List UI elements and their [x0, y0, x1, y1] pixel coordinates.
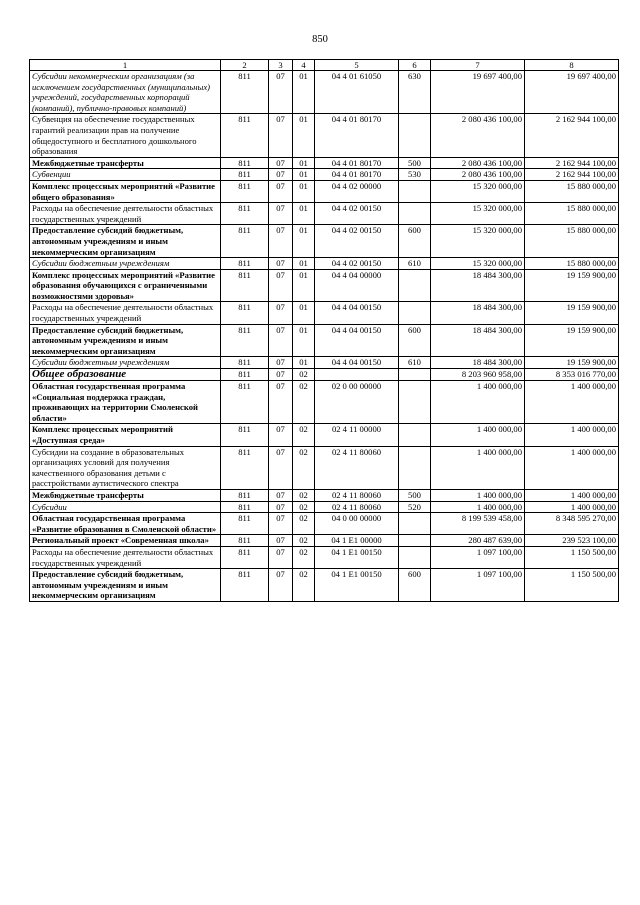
cell-subsection: 01	[293, 180, 315, 202]
cell-department: 811	[221, 513, 269, 535]
cell-department: 811	[221, 225, 269, 258]
cell-amount-year-1: 280 487 639,00	[431, 535, 525, 547]
table-row	[30, 324, 619, 357]
table-row	[30, 269, 619, 302]
cell-name: Субсидии бюджетным учреждениям	[30, 357, 221, 369]
cell-section: 07	[269, 446, 293, 489]
cell-section: 07	[269, 258, 293, 270]
cell-name: Региональный проект «Современная школа»	[30, 535, 221, 547]
cell-target-item: 04 4 02 00000	[315, 180, 399, 202]
cell-department: 811	[221, 357, 269, 369]
cell-expense-type: 500	[399, 157, 431, 169]
cell-expense-type: 600	[399, 324, 431, 357]
cell-department: 811	[221, 302, 269, 324]
col-header-4: 4	[293, 60, 315, 71]
page-number: 850	[312, 34, 328, 45]
cell-amount-year-2: 15 880 000,00	[525, 225, 619, 258]
cell-expense-type	[399, 180, 431, 202]
table-row	[30, 546, 619, 568]
cell-subsection: 02	[293, 369, 315, 381]
cell-expense-type: 530	[399, 169, 431, 181]
cell-subsection: 01	[293, 114, 315, 157]
cell-amount-year-2: 15 880 000,00	[525, 203, 619, 225]
table-row	[30, 513, 619, 535]
cell-amount-year-1: 2 080 436 100,00	[431, 157, 525, 169]
cell-subsection: 02	[293, 546, 315, 568]
cell-subsection: 01	[293, 169, 315, 181]
cell-expense-type: 600	[399, 225, 431, 258]
cell-name: Субсидии бюджетным учреждениям	[30, 258, 221, 270]
col-header-1: 1	[30, 60, 221, 71]
cell-amount-year-2: 19 159 900,00	[525, 357, 619, 369]
cell-expense-type	[399, 424, 431, 446]
cell-amount-year-2: 1 400 000,00	[525, 501, 619, 513]
cell-expense-type	[399, 369, 431, 381]
cell-amount-year-1: 8 199 539 458,00	[431, 513, 525, 535]
cell-name: Областная государственная программа «Развитие образования в Смоленской области»	[30, 513, 221, 535]
cell-amount-year-2: 19 697 400,00	[525, 71, 619, 114]
cell-amount-year-1: 15 320 000,00	[431, 203, 525, 225]
cell-section: 07	[269, 71, 293, 114]
cell-amount-year-2: 19 159 900,00	[525, 302, 619, 324]
table-row	[30, 180, 619, 202]
cell-department: 811	[221, 169, 269, 181]
cell-expense-type	[399, 546, 431, 568]
cell-department: 811	[221, 446, 269, 489]
cell-department: 811	[221, 71, 269, 114]
cell-expense-type: 630	[399, 71, 431, 114]
cell-amount-year-2: 1 150 500,00	[525, 569, 619, 602]
cell-target-item: 04 4 04 00000	[315, 269, 399, 302]
cell-name: Субсидии	[30, 501, 221, 513]
cell-expense-type	[399, 446, 431, 489]
cell-subsection: 02	[293, 535, 315, 547]
cell-name: Расходы на обеспечение деятельности областных государственных учреждений	[30, 203, 221, 225]
cell-name: Областная государственная программа «Социальная поддержка граждан, проживающих на территории Смоленской области»	[30, 381, 221, 424]
cell-subsection: 02	[293, 381, 315, 424]
cell-department: 811	[221, 114, 269, 157]
cell-amount-year-1: 15 320 000,00	[431, 258, 525, 270]
cell-amount-year-2: 2 162 944 100,00	[525, 114, 619, 157]
cell-amount-year-1: 2 080 436 100,00	[431, 114, 525, 157]
table-row	[30, 381, 619, 424]
cell-department: 811	[221, 324, 269, 357]
cell-expense-type: 500	[399, 489, 431, 501]
cell-expense-type	[399, 203, 431, 225]
cell-amount-year-2: 15 880 000,00	[525, 180, 619, 202]
cell-amount-year-2: 1 400 000,00	[525, 446, 619, 489]
cell-name: Предоставление субсидий бюджетным, автономным учреждениям и иным некоммерческим организациям	[30, 569, 221, 602]
cell-name: Субсидии на создание в образовательных организациях условий для получения качественного образования детьми с расстройствами аутистического спектра	[30, 446, 221, 489]
cell-target-item: 02 0 00 00000	[315, 381, 399, 424]
cell-target-item: 04 4 01 80170	[315, 157, 399, 169]
cell-subsection: 01	[293, 302, 315, 324]
cell-amount-year-1: 15 320 000,00	[431, 180, 525, 202]
cell-section: 07	[269, 369, 293, 381]
cell-section: 07	[269, 381, 293, 424]
cell-amount-year-2: 2 162 944 100,00	[525, 157, 619, 169]
cell-target-item: 04 4 01 80170	[315, 114, 399, 157]
cell-target-item: 04 4 02 00150	[315, 225, 399, 258]
cell-section: 07	[269, 180, 293, 202]
cell-amount-year-2: 239 523 100,00	[525, 535, 619, 547]
cell-name: Комплекс процессных мероприятий «Развитие общего образования»	[30, 180, 221, 202]
cell-expense-type: 610	[399, 258, 431, 270]
cell-expense-type	[399, 302, 431, 324]
cell-section: 07	[269, 302, 293, 324]
cell-section: 07	[269, 546, 293, 568]
cell-expense-type	[399, 535, 431, 547]
cell-department: 811	[221, 501, 269, 513]
cell-department: 811	[221, 569, 269, 602]
table-row	[30, 157, 619, 169]
cell-subsection: 01	[293, 324, 315, 357]
cell-amount-year-1: 1 400 000,00	[431, 446, 525, 489]
cell-name: Предоставление субсидий бюджетным, автономным учреждениям и иным некоммерческим организациям	[30, 324, 221, 357]
cell-target-item: 04 4 04 00150	[315, 302, 399, 324]
table-row	[30, 501, 619, 513]
cell-subsection: 01	[293, 71, 315, 114]
cell-expense-type: 600	[399, 569, 431, 602]
budget-table	[29, 59, 619, 602]
cell-name: Общее образование	[30, 369, 221, 381]
cell-amount-year-1: 1 400 000,00	[431, 424, 525, 446]
cell-subsection: 01	[293, 357, 315, 369]
table-row	[30, 535, 619, 547]
cell-amount-year-1: 18 484 300,00	[431, 302, 525, 324]
cell-subsection: 02	[293, 446, 315, 489]
cell-department: 811	[221, 546, 269, 568]
col-header-6: 6	[399, 60, 431, 71]
cell-department: 811	[221, 424, 269, 446]
cell-section: 07	[269, 357, 293, 369]
cell-subsection: 02	[293, 489, 315, 501]
cell-name: Межбюджетные трансферты	[30, 489, 221, 501]
table-row	[30, 258, 619, 270]
cell-target-item	[315, 369, 399, 381]
cell-target-item: 04 1 E1 00000	[315, 535, 399, 547]
table-row	[30, 225, 619, 258]
table-row	[30, 302, 619, 324]
cell-department: 811	[221, 180, 269, 202]
cell-amount-year-1: 1 400 000,00	[431, 501, 525, 513]
cell-department: 811	[221, 269, 269, 302]
table-row	[30, 169, 619, 181]
cell-department: 811	[221, 369, 269, 381]
cell-amount-year-1: 1 400 000,00	[431, 489, 525, 501]
cell-subsection: 01	[293, 225, 315, 258]
cell-section: 07	[269, 501, 293, 513]
col-header-5: 5	[315, 60, 399, 71]
cell-amount-year-2: 1 400 000,00	[525, 424, 619, 446]
cell-department: 811	[221, 489, 269, 501]
cell-target-item: 02 4 11 80060	[315, 501, 399, 513]
cell-section: 07	[269, 269, 293, 302]
cell-expense-type	[399, 381, 431, 424]
cell-amount-year-1: 19 697 400,00	[431, 71, 525, 114]
cell-target-item: 02 4 11 80060	[315, 489, 399, 501]
cell-subsection: 01	[293, 258, 315, 270]
cell-section: 07	[269, 489, 293, 501]
cell-section: 07	[269, 324, 293, 357]
cell-section: 07	[269, 169, 293, 181]
col-header-2: 2	[221, 60, 269, 71]
cell-department: 811	[221, 535, 269, 547]
cell-subsection: 02	[293, 424, 315, 446]
cell-amount-year-1: 1 400 000,00	[431, 381, 525, 424]
cell-subsection: 01	[293, 203, 315, 225]
cell-name: Субвенции	[30, 169, 221, 181]
cell-target-item: 02 4 11 00000	[315, 424, 399, 446]
cell-target-item: 04 4 01 61050	[315, 71, 399, 114]
cell-name: Субсидии некоммерческим организациям (за исключением государственных (муниципальных) учреждений, государственных корпораций (компаний), публично-правовых компаний)	[30, 71, 221, 114]
cell-section: 07	[269, 157, 293, 169]
cell-amount-year-1: 18 484 300,00	[431, 324, 525, 357]
table-row	[30, 71, 619, 114]
cell-amount-year-1: 1 097 100,00	[431, 546, 525, 568]
cell-name: Расходы на обеспечение деятельности областных государственных учреждений	[30, 302, 221, 324]
cell-section: 07	[269, 569, 293, 602]
cell-target-item: 04 4 04 00150	[315, 324, 399, 357]
cell-name: Межбюджетные трансферты	[30, 157, 221, 169]
cell-name: Субвенция на обеспечение государственных гарантий реализации прав на получение общедоступного и бесплатного дошкольного образования	[30, 114, 221, 157]
cell-target-item: 04 4 02 00150	[315, 258, 399, 270]
table-row	[30, 357, 619, 369]
table-row	[30, 489, 619, 501]
cell-expense-type	[399, 269, 431, 302]
table-row	[30, 446, 619, 489]
cell-amount-year-1: 18 484 300,00	[431, 269, 525, 302]
cell-section: 07	[269, 114, 293, 157]
table-row	[30, 114, 619, 157]
cell-name: Комплекс процессных мероприятий «Доступная среда»	[30, 424, 221, 446]
cell-subsection: 01	[293, 157, 315, 169]
cell-amount-year-1: 2 080 436 100,00	[431, 169, 525, 181]
cell-target-item: 04 1 E1 00150	[315, 569, 399, 602]
cell-department: 811	[221, 258, 269, 270]
cell-expense-type: 610	[399, 357, 431, 369]
cell-section: 07	[269, 513, 293, 535]
cell-amount-year-2: 8 348 595 270,00	[525, 513, 619, 535]
cell-subsection: 02	[293, 569, 315, 602]
col-header-8: 8	[525, 60, 619, 71]
cell-expense-type	[399, 114, 431, 157]
cell-target-item: 04 0 00 00000	[315, 513, 399, 535]
cell-amount-year-1: 8 203 960 958,00	[431, 369, 525, 381]
cell-target-item: 04 1 E1 00150	[315, 546, 399, 568]
cell-target-item: 02 4 11 80060	[315, 446, 399, 489]
cell-name: Комплекс процессных мероприятий «Развитие образования обучающихся с ограниченными возможностями здоровья»	[30, 269, 221, 302]
cell-amount-year-2: 1 400 000,00	[525, 489, 619, 501]
cell-section: 07	[269, 535, 293, 547]
cell-amount-year-1: 1 097 100,00	[431, 569, 525, 602]
col-header-3: 3	[269, 60, 293, 71]
cell-amount-year-2: 19 159 900,00	[525, 269, 619, 302]
cell-amount-year-2: 15 880 000,00	[525, 258, 619, 270]
table-row	[30, 369, 619, 381]
cell-amount-year-2: 2 162 944 100,00	[525, 169, 619, 181]
cell-name: Расходы на обеспечение деятельности областных государственных учреждений	[30, 546, 221, 568]
table-row	[30, 203, 619, 225]
cell-amount-year-2: 1 150 500,00	[525, 546, 619, 568]
table-row	[30, 424, 619, 446]
cell-expense-type	[399, 513, 431, 535]
cell-expense-type: 520	[399, 501, 431, 513]
cell-department: 811	[221, 381, 269, 424]
cell-amount-year-2: 1 400 000,00	[525, 381, 619, 424]
table-row	[30, 569, 619, 602]
cell-name: Предоставление субсидий бюджетным, автономным учреждениям и иным некоммерческим организациям	[30, 225, 221, 258]
cell-section: 07	[269, 203, 293, 225]
col-header-7: 7	[431, 60, 525, 71]
header-row	[30, 60, 619, 71]
cell-amount-year-1: 18 484 300,00	[431, 357, 525, 369]
cell-section: 07	[269, 424, 293, 446]
cell-target-item: 04 4 04 00150	[315, 357, 399, 369]
cell-department: 811	[221, 157, 269, 169]
cell-amount-year-2: 8 353 016 770,00	[525, 369, 619, 381]
cell-amount-year-2: 19 159 900,00	[525, 324, 619, 357]
cell-section: 07	[269, 225, 293, 258]
cell-target-item: 04 4 02 00150	[315, 203, 399, 225]
cell-subsection: 01	[293, 269, 315, 302]
cell-subsection: 02	[293, 501, 315, 513]
cell-department: 811	[221, 203, 269, 225]
cell-amount-year-1: 15 320 000,00	[431, 225, 525, 258]
cell-target-item: 04 4 01 80170	[315, 169, 399, 181]
cell-subsection: 02	[293, 513, 315, 535]
